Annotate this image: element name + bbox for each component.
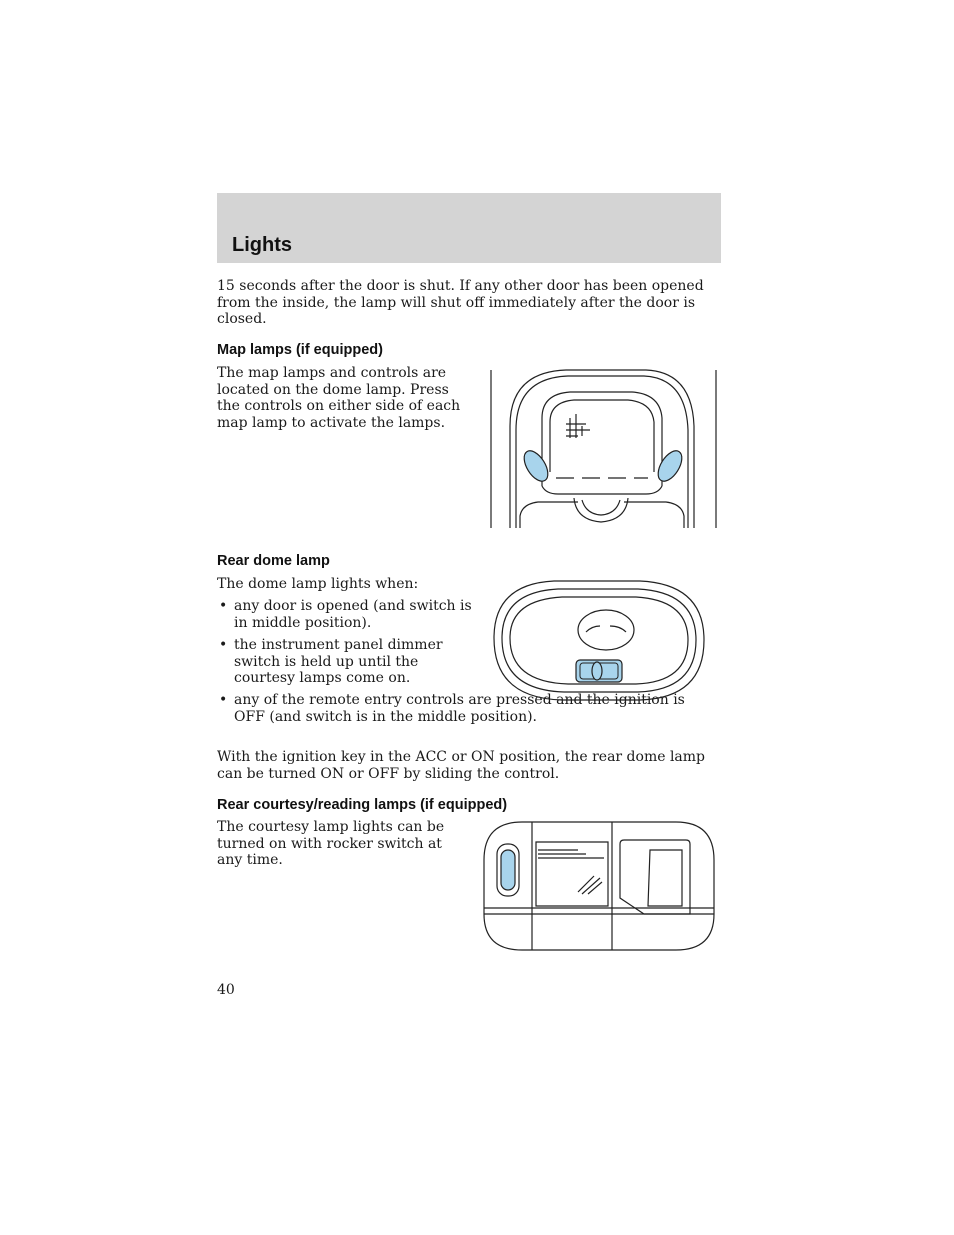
rear-dome-intro: The dome lamp lights when:: [217, 576, 419, 592]
rear-courtesy-paragraph: The courtesy lamp lights can be turned on with rocker switch at any time.: [217, 819, 445, 868]
bullet-dot: •: [219, 692, 228, 708]
rear-dome-heading: Rear dome lamp: [217, 553, 330, 569]
page-number: 40: [217, 982, 235, 998]
section-title: Lights: [232, 234, 292, 256]
rear-courtesy-heading: Rear courtesy/reading lamps (if equipped): [217, 797, 508, 813]
section-header-band: [217, 193, 721, 263]
rear-dome-illustration: [490, 578, 708, 704]
rear-dome-after-paragraph: With the ignition key in the ACC or ON position, the rear dome lamp can be turned ON or OFF by sliding the control.: [217, 749, 706, 782]
bullet-text: any of the remote entry controls are pressed and the ignition is OFF (and switch is in the middle position).: [234, 692, 685, 725]
rear-dome-bullet-2: [217, 637, 457, 687]
rear-dome-bullet-1: [217, 598, 475, 631]
bullet-text: the instrument panel dimmer switch is held up until the courtesy lamps come on.: [234, 637, 443, 686]
map-lamps-heading: Map lamps (if equipped): [217, 342, 383, 358]
rear-courtesy-illustration: [482, 820, 716, 952]
bullet-text: any door is opened (and switch is in middle position).: [234, 598, 472, 631]
intro-paragraph: 15 seconds after the door is shut. If any other door has been opened from the inside, the lamp will shut off immediately after the door is closed.: [217, 278, 704, 327]
map-lamps-paragraph: The map lamps and controls are located on the dome lamp. Press the controls on either side of each map lamp to activate the lamps.: [217, 365, 461, 431]
bullet-dot: •: [219, 637, 228, 653]
bullet-dot: •: [219, 598, 228, 614]
map-lamps-illustration: [486, 366, 722, 532]
